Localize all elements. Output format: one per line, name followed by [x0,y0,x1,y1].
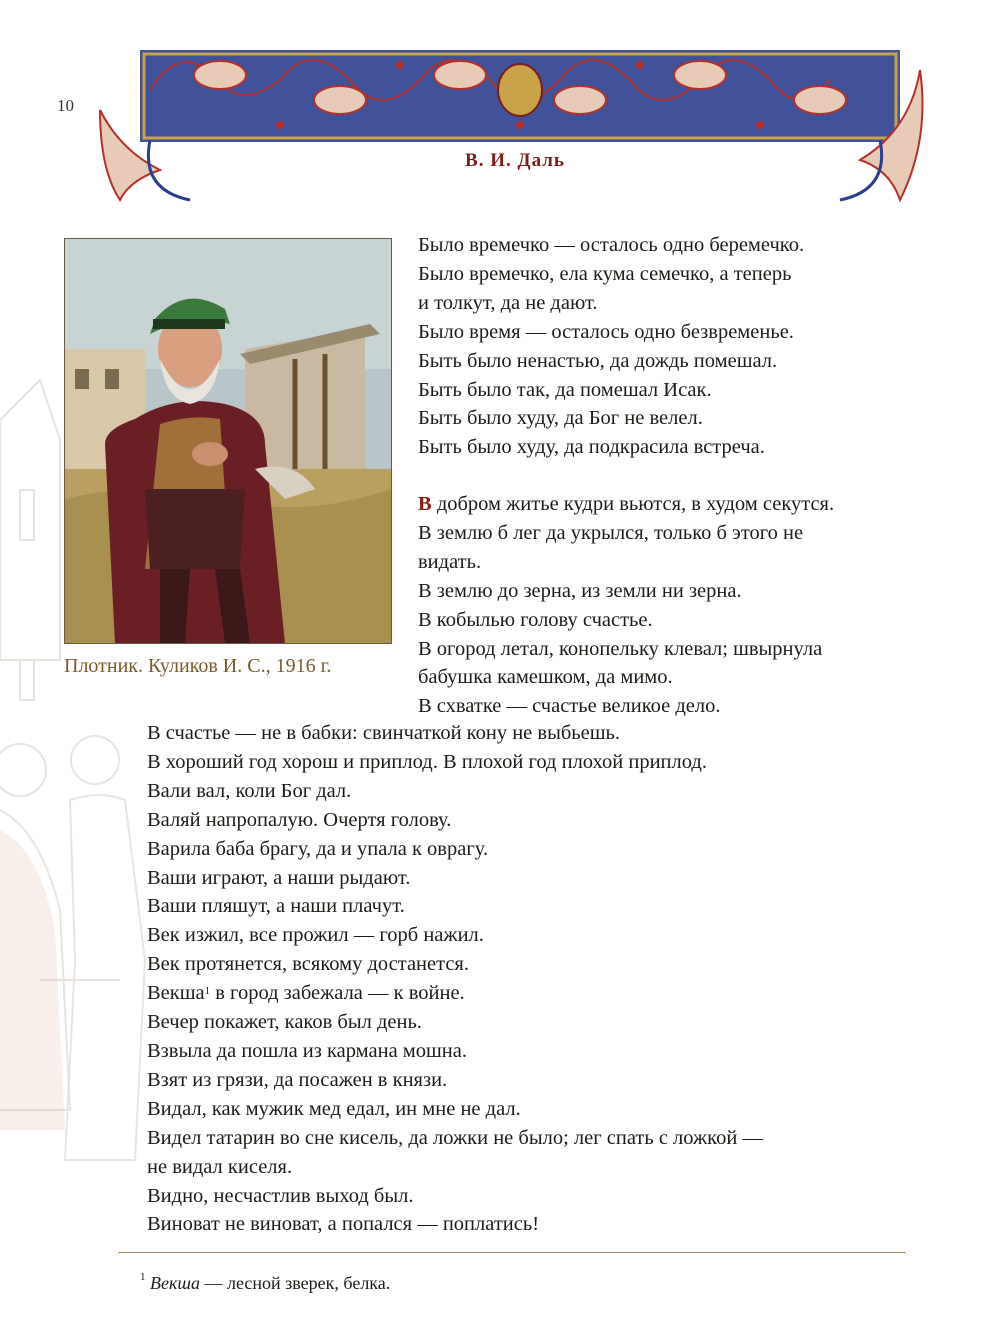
proverb-line: Век изжил, все прожил — горб нажил. [147,924,484,947]
footnote-reference[interactable]: 1 [204,985,211,998]
dropcap: В [418,493,432,515]
proverb-line: В счастье — не в бабки: свинчаткой кону не выбьешь. [147,722,620,744]
proverb-line: и толкут, да не дают. [418,291,598,314]
proverb-line: Быть было так, да помешал Исак. [418,378,712,401]
proverb-line: видать. [418,550,482,573]
proverb-line: В огород летал, конопельку клевал; швырнула [418,637,823,660]
footnote-divider [118,1252,906,1253]
proverb-line: Было времечко — осталось одно беремечко. [418,234,805,256]
proverb-line: Было время — осталось одно безвременье. [418,320,794,343]
proverb-line: Взят из грязи, да посажен в князи. [147,1068,448,1091]
footnote-text: — лесной зверек, белка. [200,1273,391,1293]
proverb-line: Валяй напропалую. Очертя голову. [147,808,452,831]
proverb-line: Быть было худу, да Бог не велел. [418,407,703,430]
proverb-line: не видал киселя. [147,1155,293,1178]
proverb-line: Было времечко, ела кума семечко, а теперь [418,262,792,285]
proverb-line: Взвыла да пошла из кармана мошна. [147,1039,468,1062]
proverb-line: Быть было худу, да подкрасила встреча. [418,436,765,459]
proverb-line: Видно, несчастлив выход был. [147,1184,414,1207]
proverb-line: В хороший год хорош и приплод. В плохой год плохой приплод. [147,750,707,773]
proverb-text: в город забежала — к войне. [210,982,465,1005]
proverbs-section-v [418,490,834,721]
proverb-line: Ваши пляшут, а наши плачут. [147,895,405,918]
proverb-line: Виноват не виноват, а попался — поплатись! [147,1213,540,1236]
proverb-line: бабушка камешком, да мимо. [418,666,673,689]
footnote-term: Векша [150,1273,200,1293]
footnote-mark: 1 [140,1271,146,1283]
proverb-line: Быть было ненастью, да дождь помешал. [418,349,778,372]
page-number: 10 [57,96,74,115]
veksha-word: Векша [147,982,205,1005]
author-running-head: В. И. Даль [465,150,565,171]
proverb-line: Вечер покажет, каков был день. [147,1011,422,1034]
proverb-line [147,979,763,1008]
painting-illustration [64,238,392,644]
proverb-line: Видел татарин во сне кисель, да ложки не было; лег спать с ложкой — [147,1126,763,1149]
proverb-line: В землю до зерна, из земли ни зерна. [418,579,742,602]
proverb-line: Вали вал, коли Бог дал. [147,779,352,802]
proverb-line: Век протянется, всякому достанется. [147,953,469,976]
header-ornament [80,30,940,220]
footnote [140,1273,390,1294]
proverb-line: В землю б лег да укрылся, только б этого не [418,521,804,544]
proverb-line: В кобылью голову счастье. [418,608,653,631]
proverb-line [418,490,834,519]
proverbs-wide [147,719,763,1239]
proverb-line: Видал, как мужик мед едал, ин мне не дал. [147,1097,521,1120]
proverb-text: добром житье кудри вьются, в худом секутся. [431,493,835,515]
painting-caption: Плотник. Куликов И. С., 1916 г. [64,655,332,677]
proverb-line: Варила баба брагу, да и упала к оврагу. [147,837,489,860]
proverb-line: Ваши играют, а наши рыдают. [147,866,411,889]
proverbs-column-top [418,231,804,462]
proverb-line: В схватке — счастье великое дело. [418,695,721,718]
